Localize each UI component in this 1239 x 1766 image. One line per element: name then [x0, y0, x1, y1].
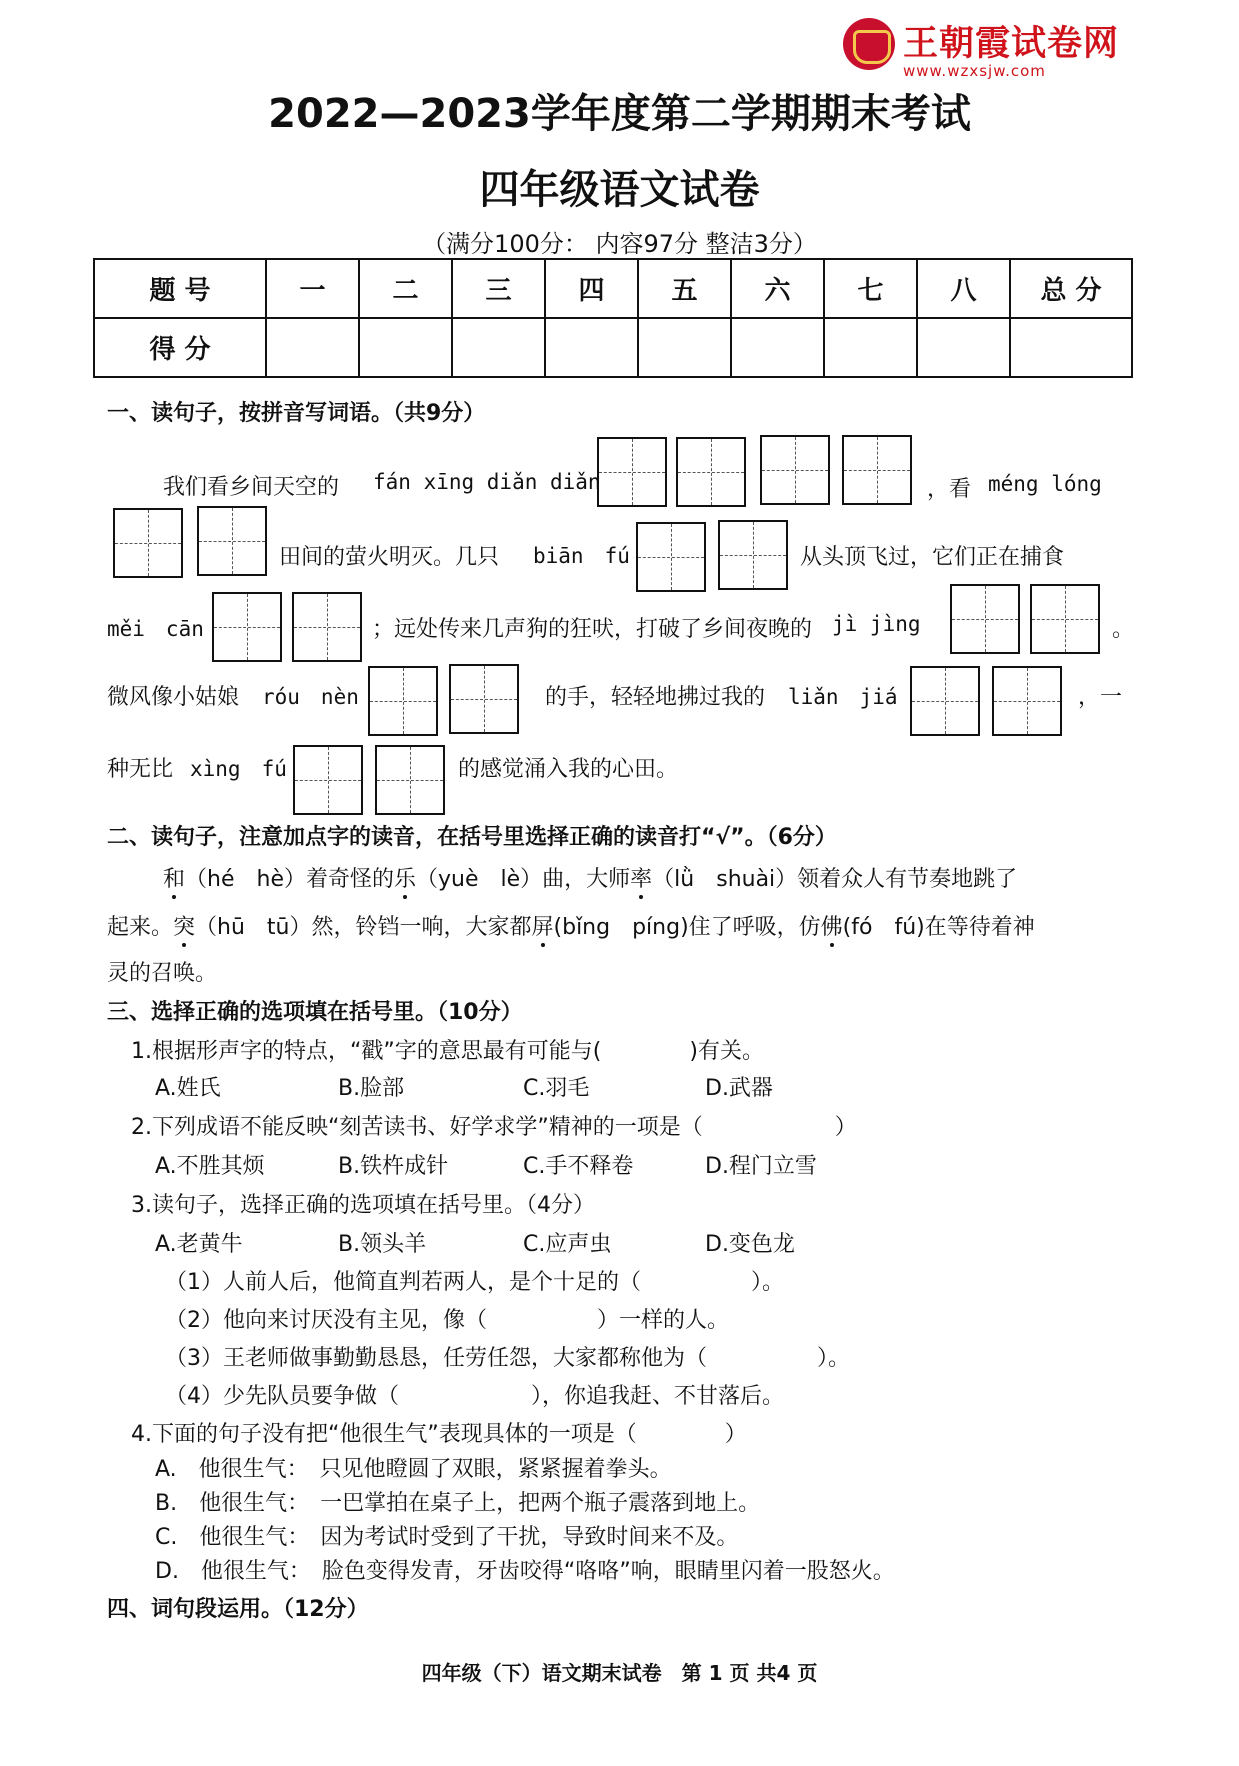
- s2-line3: 灵的召唤。: [107, 961, 218, 986]
- s2-text: (fó fú)在等待着神: [842, 915, 1035, 940]
- q3-item: （2）他向来讨厌没有主见，像（ ）一样的人。: [165, 1308, 729, 1333]
- score-header-cell: 二: [359, 259, 452, 318]
- s1-line4-after: 的手，轻轻地拂过我的: [545, 685, 766, 710]
- score-cell[interactable]: [731, 318, 824, 377]
- s1-line2-text: 田间的萤火明灭。几只: [279, 545, 500, 570]
- q4-option[interactable]: B. 他很生气： 一巴掌拍在桌子上，把两个瓶子震落到地上。: [155, 1491, 761, 1516]
- q4-option[interactable]: D. 他很生气： 脸色变得发青，牙齿咬得“咯咯”响，眼睛里闪着一股怒火。: [155, 1559, 895, 1584]
- q3-option[interactable]: C.应声虫: [523, 1232, 612, 1257]
- s2-line1: [163, 862, 1017, 893]
- q3-item: （1）人前人后，他简直判若两人，是个十足的（ ）。: [165, 1270, 784, 1295]
- q3-item: （3）王老师做事勤勤恳恳，任劳任怨，大家都称他为（ ）。: [165, 1346, 850, 1371]
- score-cell[interactable]: [359, 318, 452, 377]
- writing-box[interactable]: [842, 435, 912, 505]
- dotted-char: 和: [163, 862, 185, 893]
- score-cell[interactable]: [917, 318, 1010, 377]
- score-header-cell: 题 号: [94, 259, 266, 318]
- writing-box[interactable]: [676, 437, 746, 507]
- score-table-row: [94, 318, 1132, 377]
- writing-box[interactable]: [992, 666, 1062, 736]
- q1-stem: 1.根据形声字的特点，“戳”字的意思最有可能与( )有关。: [131, 1039, 764, 1064]
- section1-title: 一、读句子，按拼音写词语。（共9分）: [107, 401, 486, 426]
- writing-box[interactable]: [1030, 584, 1100, 654]
- q1-option[interactable]: A.姓氏: [155, 1076, 221, 1101]
- s2-text: （lǜ shuài）领着众人有节奏地跳了: [652, 867, 1018, 892]
- score-header-cell: 七: [824, 259, 917, 318]
- q3-stem: 3.读句子，选择正确的选项填在括号里。（4分）: [131, 1193, 595, 1218]
- q2-option[interactable]: B.铁杵成针: [338, 1154, 449, 1179]
- q2-option[interactable]: D.程门立雪: [705, 1154, 817, 1179]
- logo-url: www.wzxsjw.com: [903, 62, 1046, 80]
- s1-line3-pinyin: měi cān: [107, 617, 204, 641]
- writing-box[interactable]: [375, 745, 445, 815]
- writing-box[interactable]: [449, 664, 519, 734]
- s1-line5-after: 的感觉涌入我的心田。: [458, 757, 679, 782]
- score-cell[interactable]: [824, 318, 917, 377]
- writing-box[interactable]: [197, 506, 267, 576]
- s2-text: 起来。: [107, 915, 174, 940]
- s1-line5-pinyin: xìng fú: [190, 757, 287, 781]
- score-header-cell: 五: [638, 259, 731, 318]
- s1-line1-pinyin2: méng lóng: [988, 472, 1102, 496]
- writing-box[interactable]: [760, 435, 830, 505]
- s2-line2: [107, 910, 1035, 941]
- score-header-cell: 四: [545, 259, 638, 318]
- dotted-char: 乐: [394, 862, 416, 893]
- score-table: [93, 258, 1133, 378]
- score-cell[interactable]: [266, 318, 359, 377]
- writing-box[interactable]: [597, 437, 667, 507]
- s2-text: (bǐng píng)住了呼吸，仿: [553, 915, 821, 940]
- section4-title: 四、词句段运用。（12分）: [107, 1597, 369, 1622]
- q2-stem: 2.下列成语不能反映“刻苦读书、好学求学”精神的一项是（ ）: [131, 1115, 857, 1140]
- q2-option[interactable]: C.手不释卷: [523, 1154, 634, 1179]
- score-cell[interactable]: [545, 318, 638, 377]
- score-header-cell: 总 分: [1010, 259, 1132, 318]
- site-logo: [843, 14, 1153, 84]
- s1-line1-after: ，看: [927, 477, 972, 502]
- q2-option[interactable]: A.不胜其烦: [155, 1154, 265, 1179]
- s1-line3-pinyin2: jì jìng: [832, 612, 921, 636]
- exam-title: 2022—2023学年度第二学期期末考试: [268, 91, 971, 137]
- s1-line4-pinyin2: liǎn jiá: [788, 685, 898, 709]
- q1-option[interactable]: C.羽毛: [523, 1076, 590, 1101]
- q3-option[interactable]: A.老黄牛: [155, 1232, 243, 1257]
- s1-line1-text: 我们看乡间天空的: [163, 475, 340, 500]
- section3-title: 三、选择正确的选项填在括号里。（10分）: [107, 1000, 523, 1025]
- q1-option[interactable]: D.武器: [705, 1076, 773, 1101]
- score-header-cell: 六: [731, 259, 824, 318]
- s1-line4-end: ，一: [1078, 685, 1123, 710]
- dotted-char: 佛: [821, 910, 843, 941]
- writing-box[interactable]: [113, 508, 183, 578]
- s1-line1-pinyin: fán xīng diǎn diǎn: [373, 470, 601, 494]
- writing-box[interactable]: [368, 666, 438, 736]
- s2-text: （hū tū）然，铃铛一响，大家都: [195, 915, 532, 940]
- q4-stem: 4.下面的句子没有把“他很生气”表现具体的一项是（ ）: [131, 1422, 747, 1447]
- dotted-char: 突: [173, 910, 195, 941]
- score-header-cell: 三: [452, 259, 545, 318]
- exam-subtitle: 四年级语文试卷: [479, 167, 760, 213]
- q4-option[interactable]: C. 他很生气： 因为考试时受到了干扰，导致时间来不及。: [155, 1525, 739, 1550]
- s2-text: （hé hè）着奇怪的: [185, 867, 394, 892]
- score-row-label: 得 分: [94, 318, 266, 377]
- s1-line4-pinyin: róu nèn: [262, 685, 359, 709]
- writing-box[interactable]: [950, 584, 1020, 654]
- score-header-cell: 一: [266, 259, 359, 318]
- score-header-cell: 八: [917, 259, 1010, 318]
- s1-line4-text: 微风像小姑娘: [107, 685, 240, 710]
- writing-box[interactable]: [292, 592, 362, 662]
- seal-icon: [843, 18, 895, 70]
- writing-box[interactable]: [212, 592, 282, 662]
- score-cell[interactable]: [452, 318, 545, 377]
- q3-option[interactable]: B.领头羊: [338, 1232, 427, 1257]
- s1-line3-end: 。: [1112, 617, 1135, 642]
- writing-box[interactable]: [293, 745, 363, 815]
- score-cell[interactable]: [1010, 318, 1132, 377]
- s1-line2-pinyin: biān fú: [533, 544, 630, 568]
- q1-option[interactable]: B.脸部: [338, 1076, 405, 1101]
- q3-option[interactable]: D.变色龙: [705, 1232, 795, 1257]
- logo-name: 王朝霞试卷网: [903, 24, 1120, 64]
- score-table-header-row: [94, 259, 1132, 318]
- page-footer: 四年级（下）语文期末试卷 第 1 页 共4 页: [421, 1661, 818, 1685]
- score-note: （满分100分： 内容97分 整洁3分）: [422, 230, 817, 258]
- s1-line2-after: 从头顶飞过，它们正在捕食: [800, 545, 1065, 570]
- s2-text: （yuè lè）曲，大师: [416, 867, 631, 892]
- s1-line3-text: ；远处传来几声狗的狂吠，打破了乡间夜晚的: [372, 617, 813, 642]
- q3-item: （4）少先队员要争做（ ），你追我赶、不甘落后。: [165, 1384, 784, 1409]
- writing-box[interactable]: [636, 522, 706, 592]
- writing-box[interactable]: [718, 520, 788, 590]
- section2-title: 二、读句子，注意加点字的读音，在括号里选择正确的读音打“√”。（6分）: [107, 825, 837, 850]
- dotted-char: 屏: [532, 910, 554, 941]
- writing-box[interactable]: [910, 666, 980, 736]
- dotted-char: 率: [630, 862, 652, 893]
- score-cell[interactable]: [638, 318, 731, 377]
- q4-option[interactable]: A. 他很生气： 只见他瞪圆了双眼，紧紧握着拳头。: [155, 1457, 672, 1482]
- s1-line5-text: 种无比: [107, 757, 174, 782]
